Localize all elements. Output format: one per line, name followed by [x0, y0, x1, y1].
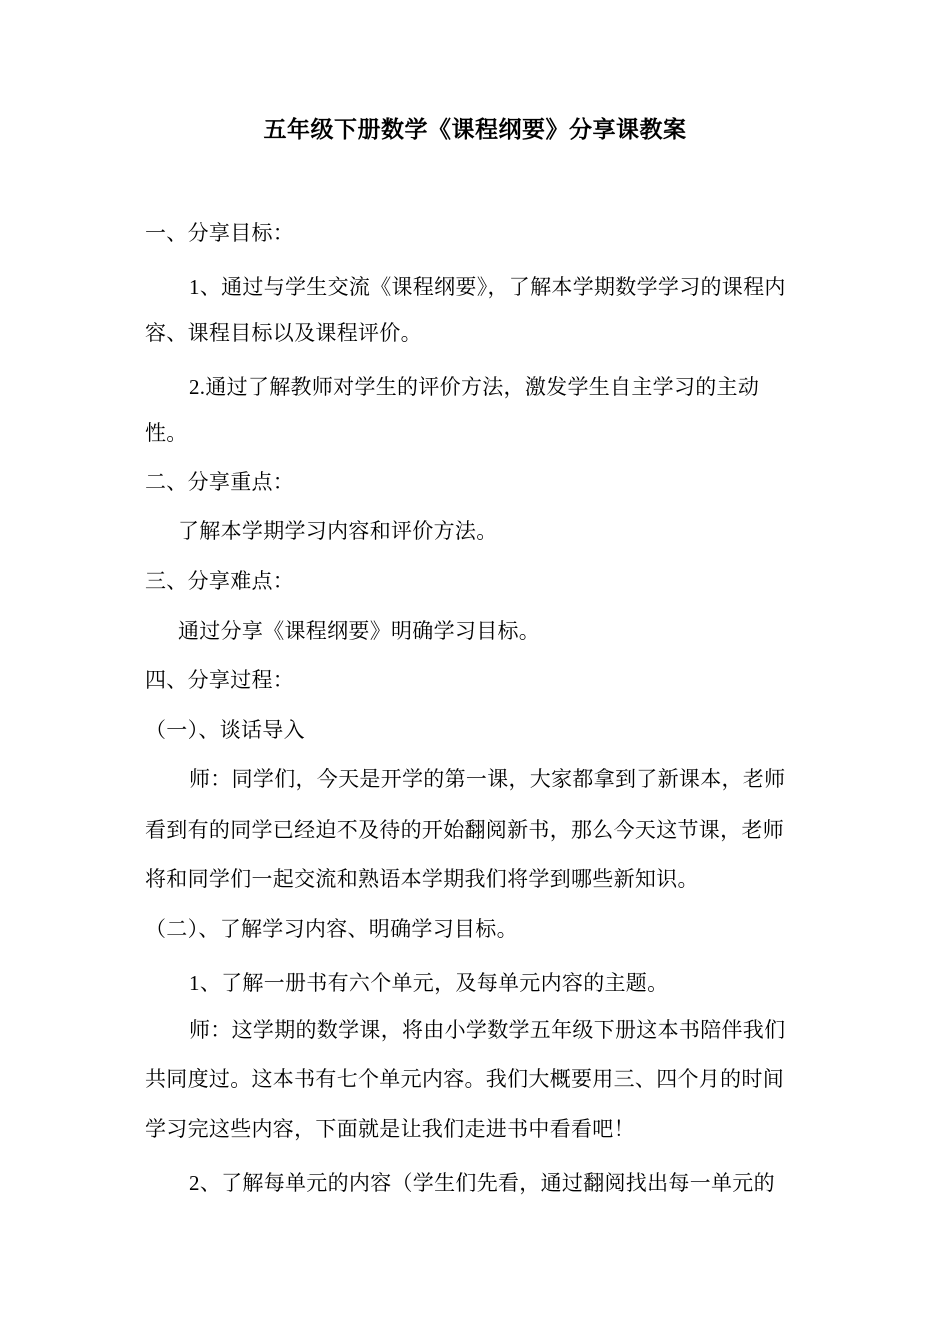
- paragraph-line: 将和同学们一起交流和熟语本学期我们将学到哪些新知识。: [145, 867, 699, 891]
- paragraph-text: 、通过与学生交流《课程纲要》，了解本学期数学学习的课程内: [199, 275, 786, 299]
- paragraph-line: 看到有的同学已经迫不及待的开始翻阅新书，那么今天这节课，老师: [145, 818, 784, 842]
- paragraph-text: 通过了解教师对学生的评价方法，激发学生自主学习的主动: [205, 375, 760, 399]
- paragraph-line: 师：这学期的数学课，将由小学数学五年级下册这本书陪伴我们: [189, 1018, 786, 1042]
- paragraph-text: 、了解一册书有六个单元，及每单元内容的主题。: [199, 971, 669, 995]
- paragraph-line: [189, 968, 668, 998]
- item-number: 1: [189, 971, 200, 995]
- paragraph-line: 共同度过。这本书有七个单元内容。我们大概要用三、四个月的时间: [145, 1067, 784, 1091]
- paragraph-line: 师：同学们，今天是开学的第一课，大家都拿到了新课本，老师: [189, 767, 786, 791]
- section-heading-goals: 一、分享目标：: [145, 221, 295, 245]
- paragraph-line: 性。: [145, 421, 188, 445]
- section-heading-difficulties: 三、分享难点：: [145, 569, 295, 593]
- section-heading-key-points: 二、分享重点：: [145, 470, 295, 494]
- subsection-heading: （二）、了解学习内容、明确学习目标。: [145, 917, 518, 941]
- paragraph-line: [189, 272, 786, 302]
- paragraph-line: 学习完这些内容，下面就是让我们走进书中看看吧！: [145, 1117, 635, 1141]
- subsection-heading: （一）、谈话导入: [145, 718, 305, 742]
- item-number: 1: [189, 275, 200, 299]
- paragraph-line: [189, 1168, 775, 1198]
- item-number: 2.: [189, 375, 206, 399]
- paragraph-line: 通过分享《课程纲要》明确学习目标。: [178, 619, 541, 643]
- paragraph-line: 了解本学期学习内容和评价方法。: [178, 519, 498, 543]
- paragraph-line: 容、课程目标以及课程评价。: [145, 321, 422, 345]
- paragraph-line: [189, 372, 759, 402]
- document-title: 五年级下册数学《课程纲要》分享课教案: [263, 117, 687, 143]
- section-heading-process: 四、分享过程：: [145, 668, 295, 692]
- paragraph-text: 、了解每单元的内容（学生们先看，通过翻阅找出每一单元的: [199, 1171, 775, 1195]
- item-number: 2: [189, 1171, 200, 1195]
